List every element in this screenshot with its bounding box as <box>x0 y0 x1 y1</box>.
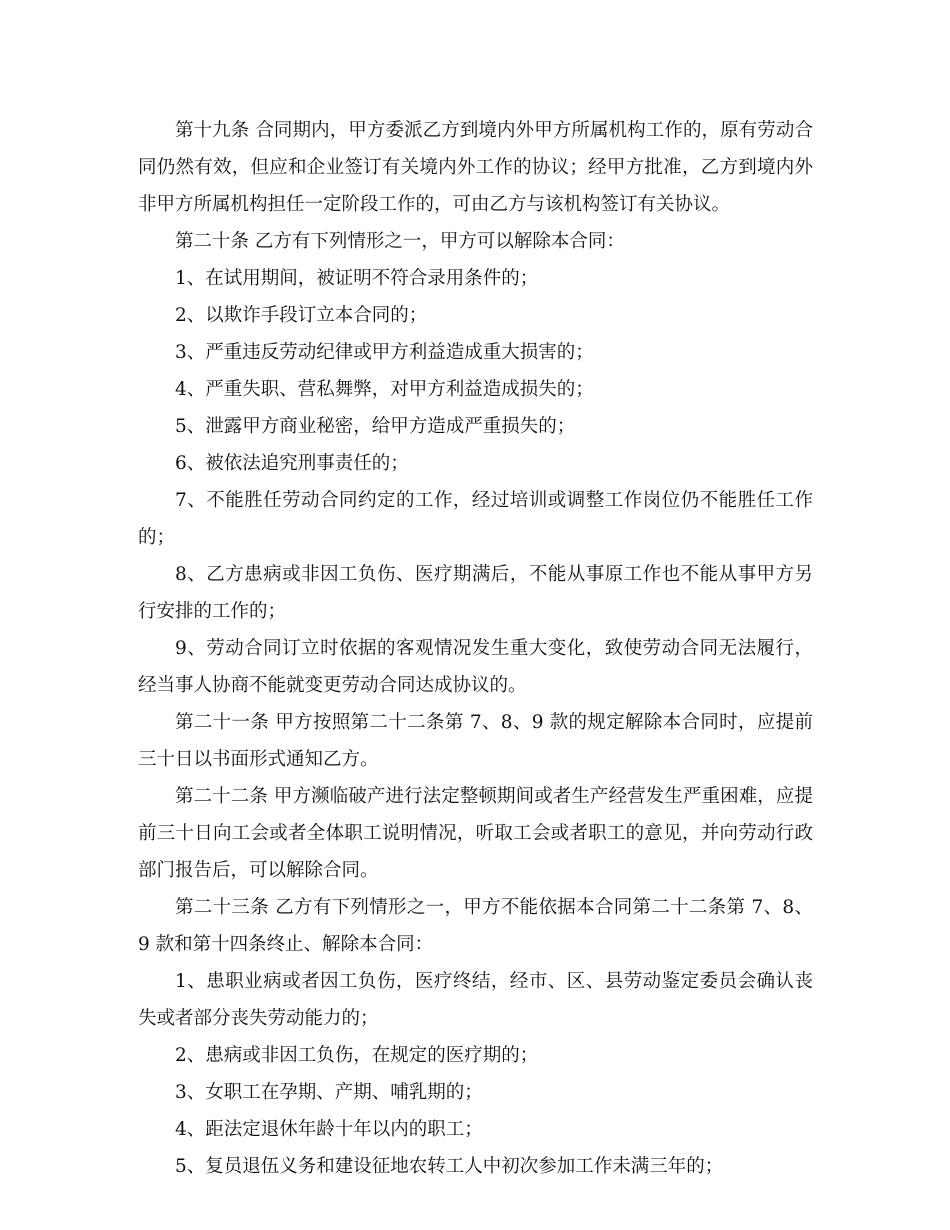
paragraph-article-20: 第二十条 乙方有下列情形之一，甲方可以解除本合同： <box>175 231 625 252</box>
list-item: 2、患病或非因工负伤，在规定的医疗期的； <box>175 1045 539 1066</box>
list-item: 3、女职工在孕期、产期、哺乳期的； <box>175 1082 483 1103</box>
paragraph-article-22: 第二十二条 甲方濒临破产进行法定整顿期间或者生产经营发生严重困难，应提前三十日向工会或者全体职工说明情况，听取工会或者职工的意见，并向劳动行政部门报告后，可以解除合同。 <box>138 786 813 881</box>
list-item: 7、不能胜任劳动合同约定的工作，经过培训或调整工作岗位仍不能胜任工作的； <box>138 490 813 548</box>
list-item: 8、乙方患病或非因工负伤、医疗期满后，不能从事原工作也不能从事甲方另行安排的工作的； <box>138 564 813 622</box>
list-item: 3、严重违反劳动纪律或甲方利益造成重大损害的； <box>175 342 594 363</box>
document-body <box>138 112 813 1185</box>
list-item: 6、被依法追究刑事责任的； <box>175 453 409 474</box>
paragraph-article-21: 第二十一条 甲方按照第二十二条第 7、8、9 款的规定解除本合同时，应提前三十日以书面形式通知乙方。 <box>138 712 813 770</box>
list-item: 5、复员退伍义务和建设征地农转工人中初次参加工作未满三年的； <box>175 1156 724 1177</box>
paragraph-article-19: 第十九条 合同期内，甲方委派乙方到境内外甲方所属机构工作的，原有劳动合同仍然有效，但应和企业签订有关境内外工作的协议；经甲方批准，乙方到境内外非甲方所属机构担任一定阶段工作的，可由乙方与该机构签订有关协议。 <box>138 120 813 215</box>
list-item: 9、劳动合同订立时依据的客观情况发生重大变化，致使劳动合同无法履行，经当事人协商不能就变更劳动合同达成协议的。 <box>138 638 813 696</box>
paragraph-article-23: 第二十三条 乙方有下列情形之一，甲方不能依据本合同第二十二条第 7、8、9 款和第十四条终止、解除本合同： <box>138 897 813 955</box>
list-item: 5、泄露甲方商业秘密，给甲方造成严重损失的； <box>175 416 576 437</box>
list-item: 1、患职业病或者因工负伤，医疗终结，经市、区、县劳动鉴定委员会确认丧失或者部分丧失劳动能力的； <box>138 971 813 1029</box>
list-item: 4、距法定退休年龄十年以内的职工； <box>175 1119 483 1140</box>
list-item: 1、在试用期间，被证明不符合录用条件的； <box>175 268 539 289</box>
list-item: 2、以欺诈手段订立本合同的； <box>175 305 428 326</box>
list-item: 4、严重失职、营私舞弊，对甲方利益造成损失的； <box>175 379 594 400</box>
